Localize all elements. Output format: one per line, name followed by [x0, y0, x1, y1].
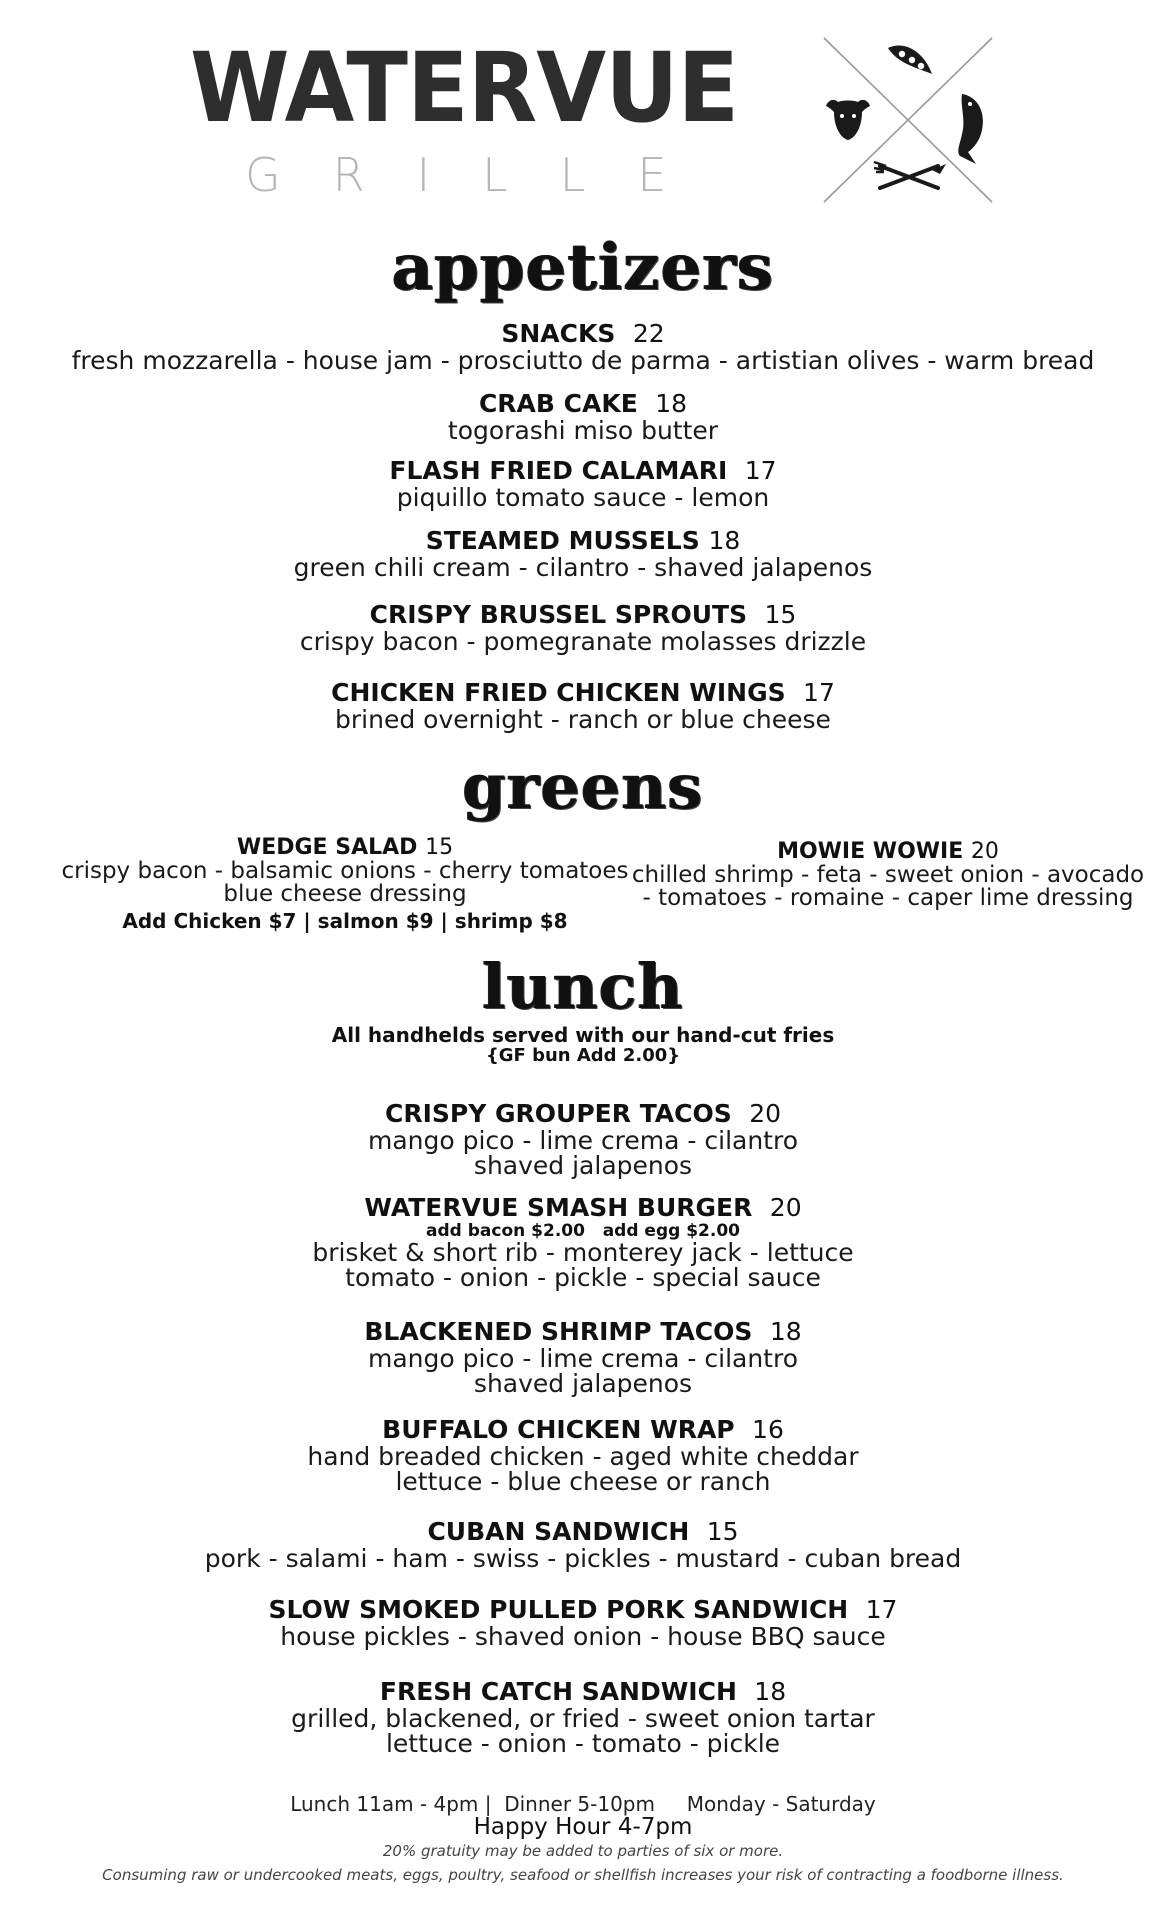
menu-item	[0, 601, 1166, 654]
item-price: 17	[744, 456, 777, 485]
item-description: crispy bacon - pomegranate molasses drizzle	[299, 627, 867, 656]
item-description: house pickles - shaved onion - house BBQ sauce	[280, 1622, 886, 1651]
logo-wordmark: WATERVUE	[190, 32, 739, 144]
item-price: 18	[754, 1677, 787, 1706]
item-name: CRISPY BRUSSEL SPROUTS	[369, 600, 748, 629]
menu-item	[0, 1416, 1166, 1494]
item-description: fresh mozzarella - house jam - prosciutto de parma - artistian olives - warm bread	[71, 346, 1095, 375]
logo-subtitle: GRILLE	[245, 148, 719, 202]
menu-item	[0, 320, 1166, 373]
menu-item	[0, 527, 1166, 580]
item-name: BUFFALO CHICKEN WRAP	[382, 1415, 735, 1444]
item-name: MOWIE WOWIE	[777, 839, 964, 864]
item-price: 20	[970, 839, 999, 864]
item-price: 18	[655, 389, 688, 418]
item-name: FRESH CATCH SANDWICH	[379, 1677, 737, 1706]
menu-item	[0, 1678, 1166, 1756]
item-description: chilled shrimp - feta - sweet onion - avocado	[631, 862, 1145, 888]
item-price: 20	[769, 1193, 802, 1222]
emblem	[820, 34, 996, 206]
menu-item-mowie-wowie	[628, 840, 1148, 910]
item-description: lettuce - onion - tomato - pickle	[385, 1729, 781, 1758]
item-description: brisket & short rib - monterey jack - lettuce	[312, 1238, 854, 1267]
item-name: CUBAN SANDWICH	[427, 1517, 690, 1546]
section-heading-greens: greens	[462, 750, 704, 823]
lunch-note-line: {GF bun Add 2.00}	[485, 1045, 681, 1066]
item-name: FLASH FRIED CALAMARI	[389, 456, 728, 485]
menu-item	[0, 679, 1166, 732]
fish-icon	[958, 94, 983, 164]
item-price: 15	[764, 600, 797, 629]
food-safety-warning: Consuming raw or undercooked meats, eggs, poultry, seafood or shellfish increases your risk of contracting a foodborne illness.	[102, 1866, 1064, 1884]
item-description: tomato - onion - pickle - special sauce	[345, 1263, 821, 1292]
item-name: SNACKS	[501, 319, 616, 348]
happy-hour: Happy Hour 4-7pm	[473, 1814, 693, 1840]
item-price: 18	[708, 526, 741, 555]
item-price: 18	[769, 1317, 802, 1346]
item-description: shaved jalapenos	[473, 1369, 693, 1398]
menu-item	[0, 1596, 1166, 1649]
item-name: CRAB CAKE	[478, 389, 638, 418]
item-description: shaved jalapenos	[473, 1151, 693, 1180]
item-description: green chili cream - cilantro - shaved jalapenos	[293, 553, 873, 582]
item-description: piquillo tomato sauce - lemon	[396, 483, 770, 512]
item-description: - tomatoes - romaine - caper lime dressing	[642, 885, 1134, 911]
item-name: WATERVUE SMASH BURGER	[364, 1193, 753, 1222]
item-price: 22	[632, 319, 665, 348]
item-name: STEAMED MUSSELS	[425, 526, 700, 555]
item-description: brined overnight - ranch or blue cheese	[335, 705, 831, 734]
item-description: mango pico - lime crema - cilantro	[367, 1126, 799, 1155]
item-description: grilled, blackened, or fried - sweet onion tartar	[291, 1704, 875, 1733]
item-price: 15	[706, 1517, 739, 1546]
fork-knife-icon	[874, 162, 946, 188]
menu-item	[0, 1100, 1166, 1178]
menu-item	[0, 1318, 1166, 1396]
section-heading-lunch: lunch	[482, 950, 684, 1023]
hours: Lunch 11am - 4pm | Dinner 5-10pm Monday - Saturday	[290, 1792, 876, 1816]
addon-options: Add Chicken $7 | salmon $9 | shrimp $8	[122, 909, 568, 933]
item-description: lettuce - blue cheese or ranch	[395, 1467, 771, 1496]
item-name: CHICKEN FRIED CHICKEN WINGS	[331, 678, 786, 707]
item-price: 16	[752, 1415, 784, 1444]
item-name: WEDGE SALAD	[236, 835, 418, 860]
bull-head-icon	[826, 100, 870, 140]
item-description: pork - salami - ham - swiss - pickles - mustard - cuban bread	[204, 1544, 962, 1573]
item-description: crispy bacon - balsamic onions - cherry tomatoes	[61, 858, 629, 884]
item-extras: add bacon $2.00 add egg $2.00	[426, 1221, 740, 1241]
item-description: togorashi miso butter	[447, 416, 719, 445]
item-price: 17	[865, 1595, 898, 1624]
item-name: SLOW SMOKED PULLED PORK SANDWICH	[268, 1595, 849, 1624]
item-description: mango pico - lime crema - cilantro	[367, 1344, 799, 1373]
lunch-note-line: All handhelds served with our hand-cut fries	[331, 1023, 835, 1047]
item-price: 15	[425, 835, 454, 860]
menu-item	[0, 1194, 1166, 1290]
pea-pod-icon	[888, 46, 932, 74]
menu-item	[0, 390, 1166, 443]
item-price: 17	[803, 678, 835, 707]
item-price: 20	[749, 1099, 781, 1128]
menu-item	[0, 457, 1166, 510]
menu-item	[0, 1518, 1166, 1571]
gratuity-note: 20% gratuity may be added to parties of six or more.	[382, 1842, 784, 1860]
item-name: BLACKENED SHRIMP TACOS	[364, 1317, 753, 1346]
item-description: hand breaded chicken - aged white cheddar	[307, 1442, 859, 1471]
section-heading-appetizers: appetizers	[391, 230, 775, 305]
lunch-note	[0, 1024, 1166, 1066]
item-description: blue cheese dressing	[223, 881, 467, 907]
item-name: CRISPY GROUPER TACOS	[384, 1099, 732, 1128]
menu-item-wedge-salad	[60, 836, 630, 936]
